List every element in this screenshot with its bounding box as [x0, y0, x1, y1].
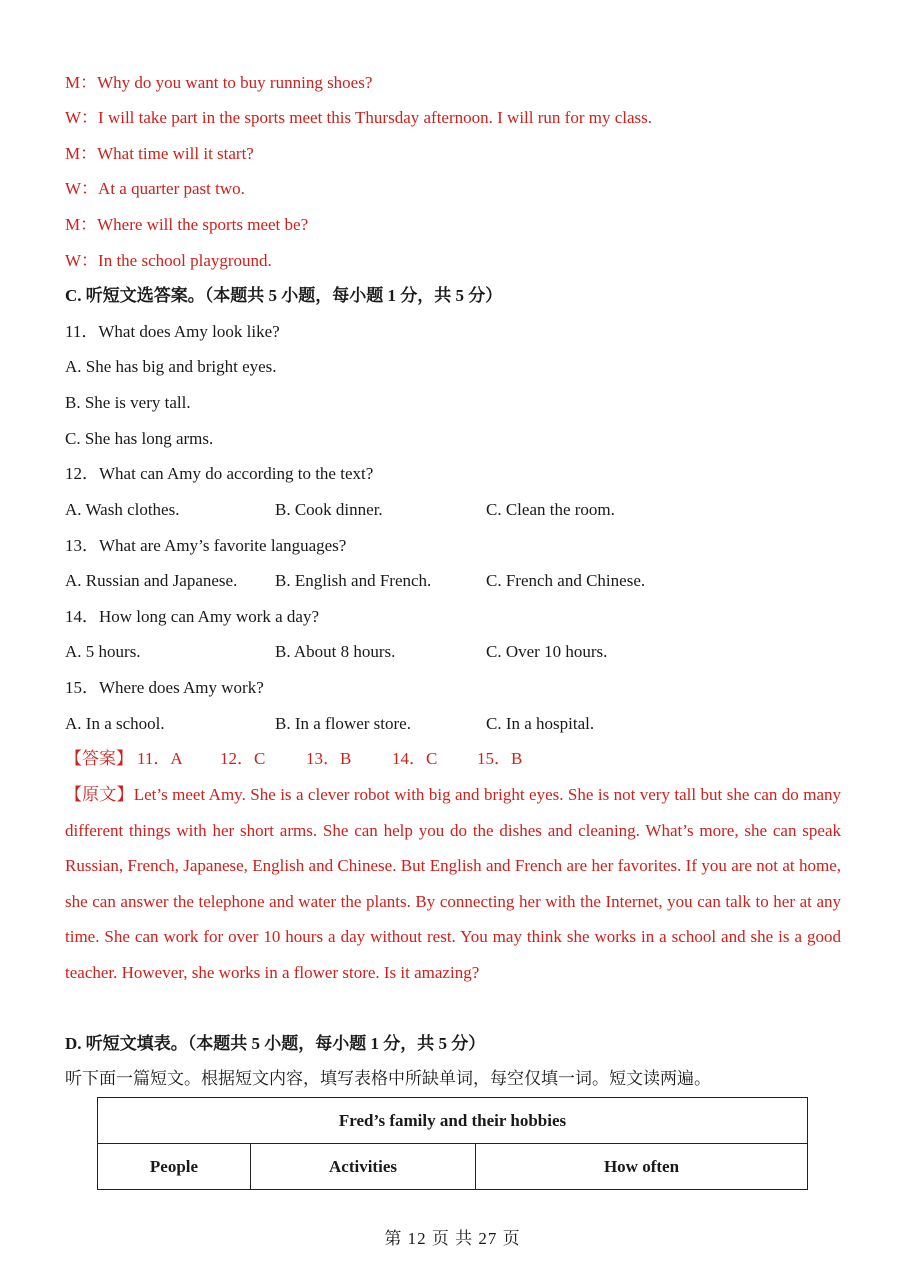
question-option: B. In a flower store.	[275, 714, 411, 733]
question-option: A. Wash clothes.	[65, 500, 180, 519]
section-d-heading: D. 听短文填表。（本题共 5 小题，每小题 1 分，共 5 分）	[65, 1034, 486, 1053]
question-option: C. French and Chinese.	[486, 571, 646, 590]
dialogue-line: W：I will take part in the sports meet this Thursday afternoon. I will run for my class.	[65, 108, 652, 127]
answer-label: 【答案】	[65, 749, 133, 768]
transcript-label: 【原文】	[65, 785, 134, 804]
question-option: B. She is very tall.	[65, 393, 191, 412]
transcript-text: Let’s meet Amy. She is a clever robot with big and bright eyes. She is not very tall but she can do many different things with her short arms. She can help you do the dishes and cleaning. What’s more, she can speak Russian, French, Japanese, English and Chinese. But English and French are her favorites. If you are not at home, she can answer the telephone and water the plants. By connecting her with the Internet, you can talk to her at any time. She can work for over 10 hours a day without rest. You may think she works in a school and she is a good teacher. However, she works in a flower store. Is it amazing?	[65, 785, 842, 982]
dialogue-line: M：Why do you want to buy running shoes?	[65, 73, 373, 92]
question-stem: 11．What does Amy look like?	[65, 322, 280, 341]
table-header-people: People	[98, 1144, 251, 1190]
answer-item: 14．C	[392, 749, 438, 768]
question-stem: 13．What are Amy’s favorite languages?	[65, 536, 347, 555]
table-header-how-often: How often	[476, 1144, 808, 1190]
dialogue-line: M：Where will the sports meet be?	[65, 215, 309, 234]
question-option: C. Clean the room.	[486, 500, 615, 519]
question-stem: 15．Where does Amy work?	[65, 678, 264, 697]
answer-item: 12．C	[220, 749, 266, 768]
question-option: B. English and French.	[275, 571, 432, 590]
table-title-row	[98, 1098, 808, 1144]
question-option: A. In a school.	[65, 714, 165, 733]
question-option: C. She has long arms.	[65, 429, 214, 448]
answer-item: 15．B	[477, 749, 523, 768]
question-option: A. She has big and bright eyes.	[65, 357, 277, 376]
question-option: B. Cook dinner.	[275, 500, 383, 519]
table-header-activities: Activities	[251, 1144, 476, 1190]
page-number: 第 12 页 共 27 页	[384, 1229, 521, 1248]
question-stem: 12．What can Amy do according to the text?	[65, 464, 374, 483]
dialogue-line: W：In the school playground.	[65, 251, 272, 270]
dialogue-line: M：What time will it start?	[65, 144, 254, 163]
section-d-instruction: 听下面一篇短文。根据短文内容，填写表格中所缺单词，每空仅填一词。短文读两遍。	[65, 1069, 711, 1088]
question-option: C. Over 10 hours.	[486, 642, 608, 661]
hobbies-table	[97, 1097, 808, 1190]
question-stem: 14．How long can Amy work a day?	[65, 607, 320, 626]
table-header-row	[98, 1144, 808, 1190]
question-option: B. About 8 hours.	[275, 642, 396, 661]
answer-item: 13．B	[306, 749, 352, 768]
table-title: Fred’s family and their hobbies	[98, 1098, 808, 1144]
dialogue-line: W：At a quarter past two.	[65, 179, 245, 198]
answer-item: 11．A	[137, 749, 183, 768]
question-option: A. 5 hours.	[65, 642, 141, 661]
question-option: C. In a hospital.	[486, 714, 595, 733]
section-c-heading: C. 听短文选答案。（本题共 5 小题，每小题 1 分，共 5 分）	[65, 286, 503, 305]
question-option: A. Russian and Japanese.	[65, 571, 238, 590]
transcript-paragraph	[65, 777, 841, 991]
